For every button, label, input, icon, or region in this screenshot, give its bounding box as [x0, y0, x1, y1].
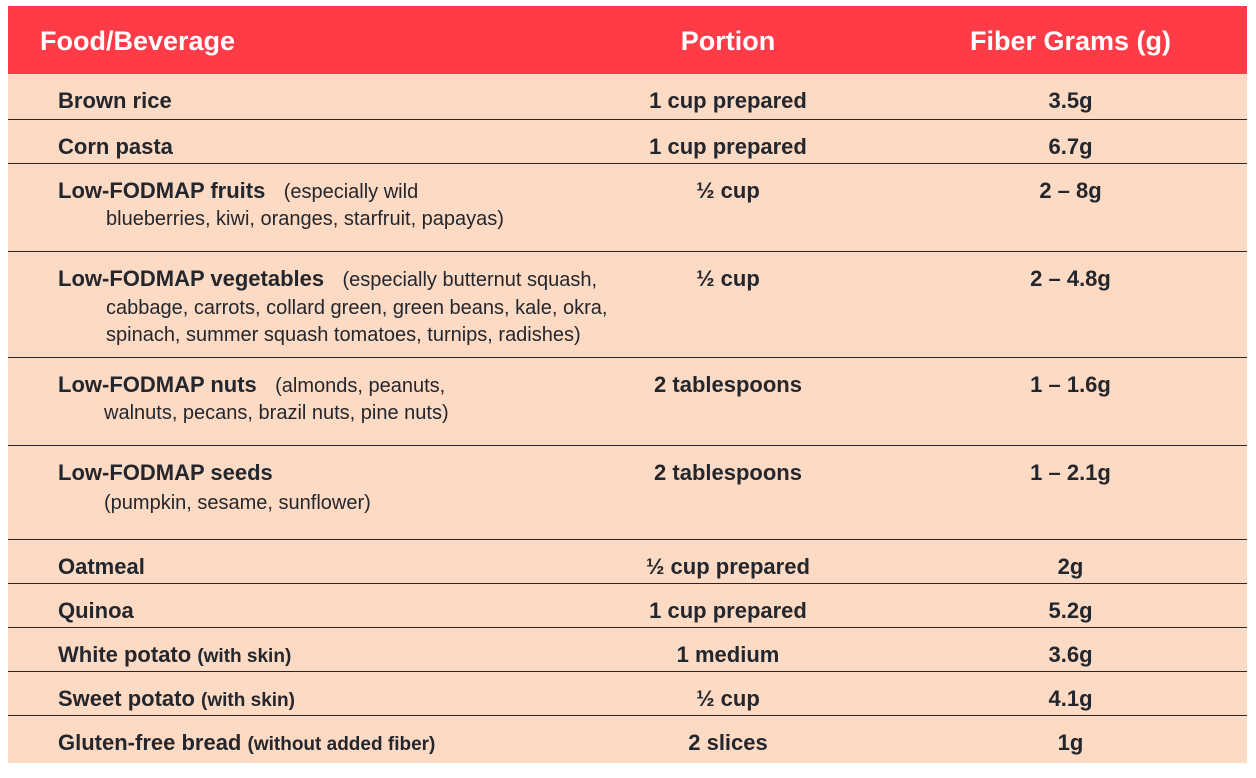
fiber-cell: 1 – 2.1g — [1030, 460, 1111, 485]
table-row — [8, 672, 1247, 716]
fiber-cell: 2 – 8g — [1039, 178, 1102, 203]
table-row — [8, 74, 1247, 120]
table-row — [8, 252, 1247, 358]
portion-cell: 2 tablespoons — [654, 460, 802, 485]
table-row — [8, 540, 1247, 584]
food-label: Low-FODMAP seeds — [58, 460, 273, 485]
food-name — [58, 554, 145, 580]
food-name — [58, 88, 172, 114]
food-note-line: (pumpkin, sesame, sunflower) — [104, 492, 371, 514]
fiber-cell: 2g — [1057, 554, 1084, 579]
portion-cell: 2 slices — [688, 730, 768, 755]
food-note-line: cabbage, carrots, collard green, green beans, kale, okra, — [106, 297, 608, 319]
food-name — [58, 730, 435, 756]
portion-cell: 1 medium — [676, 642, 780, 667]
table-row — [8, 628, 1247, 672]
portion-cell: ½ cup prepared — [646, 554, 810, 579]
fiber-table — [8, 6, 1247, 763]
portion-cell: 2 tablespoons — [654, 372, 802, 397]
food-note: (especially wild — [283, 181, 419, 203]
table-row — [8, 446, 1247, 540]
table-row — [8, 164, 1247, 252]
fiber-cell: 3.5g — [1048, 88, 1093, 113]
header-portion: Portion — [680, 26, 776, 56]
fiber-cell: 5.2g — [1048, 598, 1093, 623]
food-label: Sweet potato — [58, 686, 195, 711]
food-label: White potato — [58, 642, 192, 667]
food-name — [58, 178, 418, 204]
table-header — [8, 6, 1247, 74]
fiber-cell: 1g — [1057, 730, 1084, 755]
food-name — [58, 460, 273, 486]
food-note: (with skin) — [197, 646, 292, 667]
food-note-line: spinach, summer squash tomatoes, turnips, radishes) — [106, 324, 581, 346]
portion-cell: ½ cup — [696, 178, 760, 203]
portion-cell: ½ cup — [696, 266, 760, 291]
food-label: Low-FODMAP nuts — [58, 372, 257, 397]
food-note: (especially butternut squash, — [342, 269, 598, 291]
fiber-cell: 2 – 4.8g — [1030, 266, 1111, 291]
food-label: Quinoa — [58, 598, 134, 623]
food-label: Corn pasta — [58, 134, 173, 159]
portion-cell: 1 cup prepared — [649, 88, 807, 113]
food-name — [58, 642, 291, 668]
food-label: Gluten-free bread — [58, 730, 242, 755]
header-food: Food/Beverage — [40, 26, 236, 56]
food-note-line: walnuts, pecans, brazil nuts, pine nuts) — [104, 402, 449, 424]
food-name — [58, 598, 134, 624]
food-name — [58, 686, 295, 712]
table-row — [8, 120, 1247, 164]
food-note: (almonds, peanuts, — [275, 375, 446, 397]
food-name — [58, 372, 445, 398]
fiber-cell: 1 – 1.6g — [1030, 372, 1111, 397]
fiber-cell: 6.7g — [1048, 134, 1093, 159]
food-label: Oatmeal — [58, 554, 145, 579]
food-note: (with skin) — [201, 690, 295, 711]
header-fiber: Fiber Grams (g) — [969, 26, 1172, 56]
food-name — [58, 266, 597, 292]
food-name — [58, 134, 173, 160]
food-label: Brown rice — [58, 88, 172, 113]
fiber-cell: 4.1g — [1048, 686, 1093, 711]
portion-cell: ½ cup — [696, 686, 760, 711]
table-row — [8, 584, 1247, 628]
food-label: Low-FODMAP fruits — [58, 178, 266, 203]
food-note-line: blueberries, kiwi, oranges, starfruit, papayas) — [106, 208, 504, 230]
portion-cell: 1 cup prepared — [649, 598, 807, 623]
table-row — [8, 358, 1247, 446]
fiber-cell: 3.6g — [1048, 642, 1093, 667]
portion-cell: 1 cup prepared — [649, 134, 807, 159]
table-row — [8, 716, 1247, 763]
food-label: Low-FODMAP vegetables — [58, 266, 325, 291]
food-note: (without added fiber) — [247, 734, 436, 755]
